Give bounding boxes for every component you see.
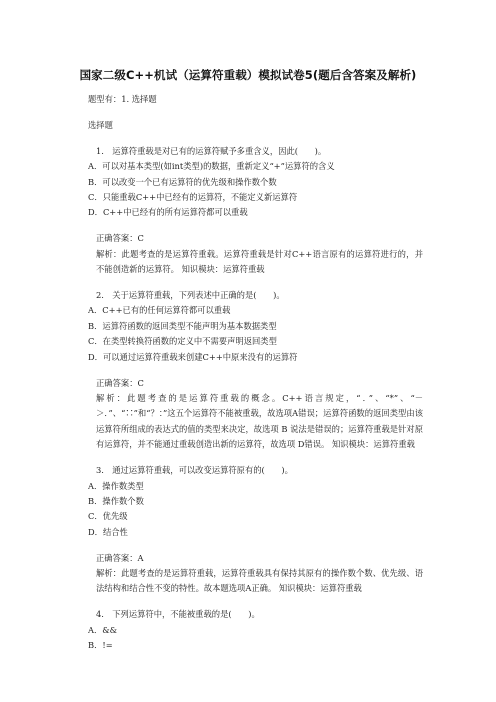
- document-body: [88, 92, 423, 654]
- option-c: C．在类型转换符函数的定义中不需要声明返回类型: [88, 336, 277, 347]
- section-label: 选择题: [88, 119, 113, 130]
- analysis-paragraph: 解析：此题考查的是运算符重载。运算符重载是针对C++语言原有的运算符进行的，并不能创造新的运算符。 知识模块：运算符重载: [96, 248, 423, 275]
- question-types-line: 题型有：1. 选择题: [88, 94, 157, 104]
- option-d: D．C++中已经有的所有运算符都可以重载: [88, 207, 248, 218]
- option-b: B．运算符函数的返回类型不能声明为基本数据类型: [88, 320, 277, 331]
- option-c: C．优先级: [88, 511, 128, 522]
- option-a: A．&&: [88, 624, 118, 635]
- option-a: A．C++已有的任何运算符都可以重载: [88, 305, 231, 316]
- question-stem: 3. 通过运算符重载，可以改变运算符原有的( )。: [96, 465, 293, 476]
- option-a: A．可以对基本类型(如int类型)的数据，重新定义“+”运算符的含义: [88, 161, 335, 172]
- option-d: D．结合性: [88, 526, 128, 537]
- analysis-paragraph: 解析：此题考查的是运算符重载，运算符重载具有保持其原有的操作数个数、优先级、语法结构和结合性不变的特性。故本题选项A正确。 知识模块：运算符重载: [96, 568, 423, 594]
- answer-line: 正确答案：C: [96, 377, 144, 388]
- document-title: 国家二级C++机试（运算符重载）模拟试卷5(题后含答案及解析): [79, 68, 417, 82]
- question-stem: 2. 关于运算符重载，下列表述中正确的是( )。: [96, 290, 285, 301]
- option-a: A．操作数类型: [88, 480, 144, 491]
- option-b: B．可以改变一个已有运算符的优先级和操作数个数: [88, 176, 277, 187]
- question-stem: 1. 运算符重载是对已有的运算符赋予多重含义，因此( )。: [96, 145, 327, 156]
- option-d: D．可以通过运算符重载来创建C++中原来没有的运算符: [88, 351, 298, 362]
- question-stem: 4. 下列运算符中，不能被重载的是( )。: [96, 609, 260, 620]
- answer-line: 正确答案：C: [96, 233, 144, 244]
- option-b: B．!=: [88, 640, 113, 651]
- answer-line: 正确答案：A: [96, 552, 144, 563]
- analysis-paragraph: 解析：此题考查的是运算符重载的概念。C++语言规定，“．”、“*”、“－＞．”、“∷”和“？：”这五个运算符不能被重载，故选项A错误；运算符函数的返回类型由该运算符所组成的表达式的值的类型来决定，故选项 B 说法是错误的；运算符重载是针对原有运算符，并不能通过重载创造出新的运算符，故选项 D错误。 知识模块：运算符重载: [96, 393, 423, 450]
- option-c: C．只能重载C++中已经有的运算符，不能定义新运算符: [88, 192, 298, 203]
- option-b: B．操作数个数: [88, 495, 144, 506]
